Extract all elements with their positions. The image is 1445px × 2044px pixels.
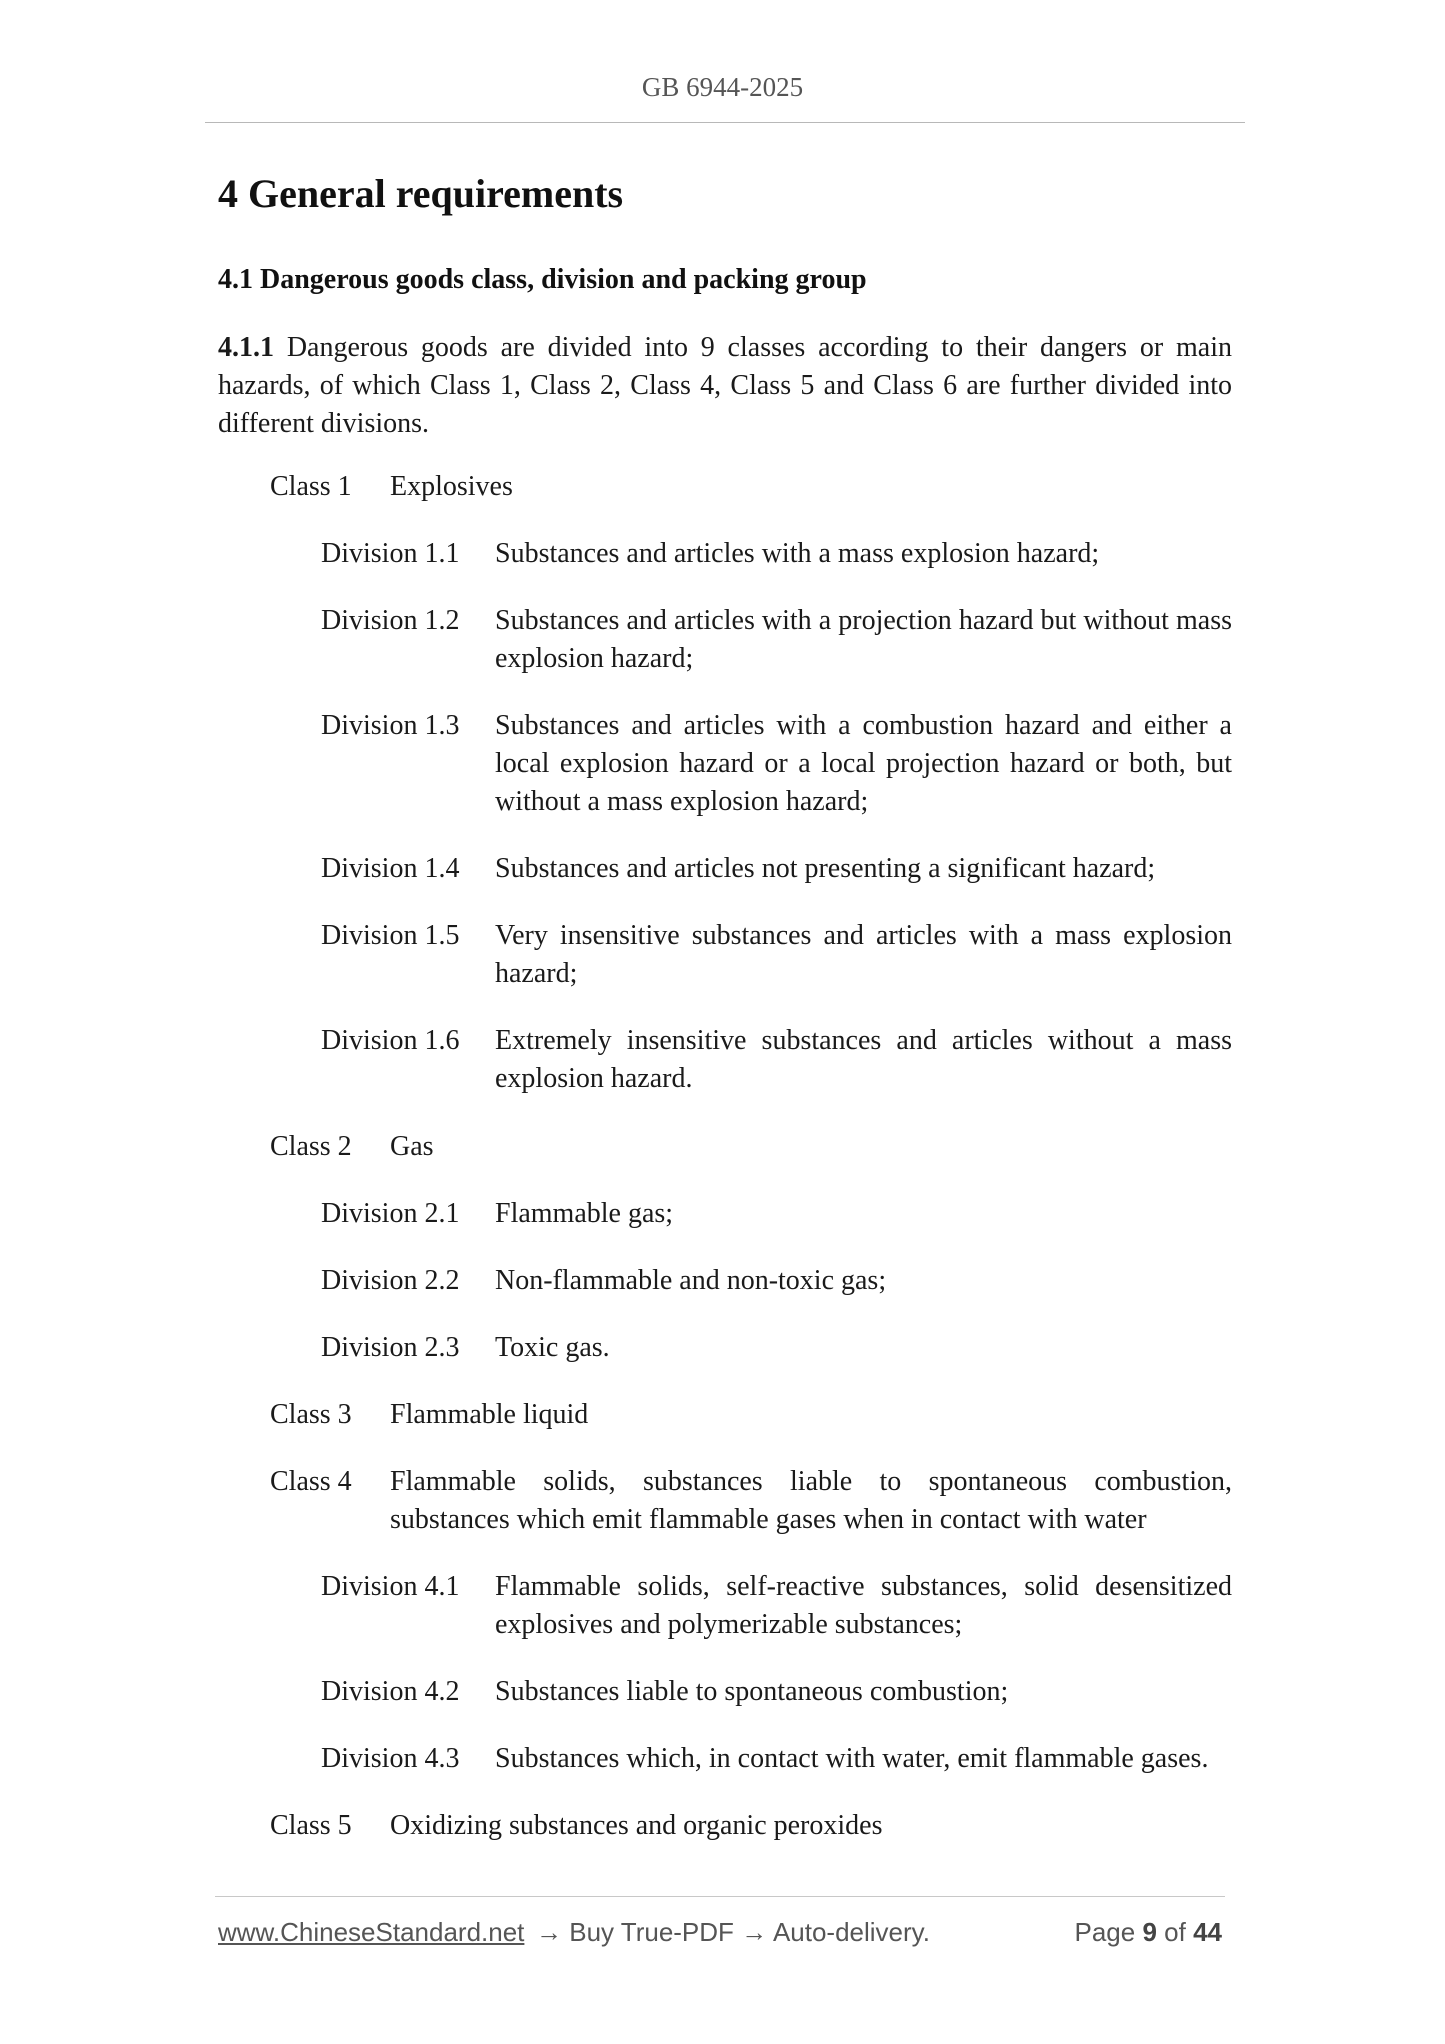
division-text: Flammable solids, self-reactive substances, solid desensitized explosives and polymerizable substances; [495, 1571, 1232, 1640]
division-label: Division 4.2 [321, 1676, 460, 1707]
division-label: Division 4.3 [321, 1743, 460, 1774]
division-text: Toxic gas. [495, 1332, 610, 1363]
division-label: Division 2.2 [321, 1265, 460, 1296]
subsection-title: 4.1 Dangerous goods class, division and packing group [218, 264, 867, 295]
class-name: Flammable liquid [390, 1399, 589, 1430]
page-indicator [1074, 1917, 1222, 1948]
division-label: Division 1.1 [321, 538, 460, 569]
clause-number: 4.1.1 [218, 332, 274, 363]
division-text: Very insensitive substances and articles with a mass explosion hazard; [495, 920, 1232, 989]
class-label: Class 3 [270, 1399, 352, 1430]
division-label: Division 1.4 [321, 853, 460, 884]
footer-divider [215, 1896, 1225, 1897]
division-text: Substances and articles with a mass explosion hazard; [495, 538, 1100, 569]
class-label: Class 2 [270, 1131, 352, 1162]
division-label: Division 1.6 [321, 1025, 460, 1056]
current-page: 9 [1142, 1917, 1157, 1947]
division-label: Division 1.3 [321, 710, 460, 741]
page-word: Page [1074, 1917, 1136, 1947]
division-label: Division 2.3 [321, 1332, 460, 1363]
footer-promo: → Buy True-PDF → Auto-delivery. [536, 1917, 930, 1947]
class-name: Explosives [390, 471, 513, 502]
of-word: of [1164, 1917, 1186, 1947]
class-name: Oxidizing substances and organic peroxides [390, 1810, 883, 1841]
page-footer [218, 1917, 1228, 1951]
division-text: Substances liable to spontaneous combustion; [495, 1676, 1009, 1707]
division-text: Non-flammable and non-toxic gas; [495, 1265, 887, 1296]
division-text: Substances and articles not presenting a significant hazard; [495, 853, 1156, 884]
division-text: Extremely insensitive substances and articles without a mass explosion hazard. [495, 1025, 1232, 1094]
class-label: Class 1 [270, 471, 352, 502]
division-text: Substances and articles with a combustion hazard and either a local explosion hazard or a local projection hazard or both, but without a mass explosion hazard; [495, 710, 1232, 817]
clause-paragraph [218, 329, 1232, 443]
header-divider [205, 122, 1245, 123]
class-name: Gas [390, 1131, 434, 1162]
division-label: Division 4.1 [321, 1571, 460, 1602]
division-text: Substances and articles with a projection hazard but without mass explosion hazard; [495, 605, 1232, 674]
division-label: Division 2.1 [321, 1198, 460, 1229]
division-text: Flammable gas; [495, 1198, 674, 1229]
clause-text: Dangerous goods are divided into 9 classes according to their dangers or main hazards, of which Class 1, Class 2, Class 4, Class 5 and Class 6 are further divided into different divisions. [218, 332, 1232, 439]
section-title: 4 General requirements [218, 171, 624, 216]
total-pages: 44 [1193, 1917, 1222, 1947]
running-header: GB 6944-2025 [641, 72, 804, 102]
class-label: Class 4 [270, 1466, 352, 1497]
site-link[interactable]: www.ChineseStandard.net [218, 1917, 525, 1947]
class-name: Flammable solids, substances liable to spontaneous combustion, substances which emit flammable gases when in contact with water [390, 1466, 1232, 1535]
division-text: Substances which, in contact with water, emit flammable gases. [495, 1743, 1209, 1774]
division-label: Division 1.5 [321, 920, 460, 951]
class-label: Class 5 [270, 1810, 352, 1841]
division-label: Division 1.2 [321, 605, 460, 636]
